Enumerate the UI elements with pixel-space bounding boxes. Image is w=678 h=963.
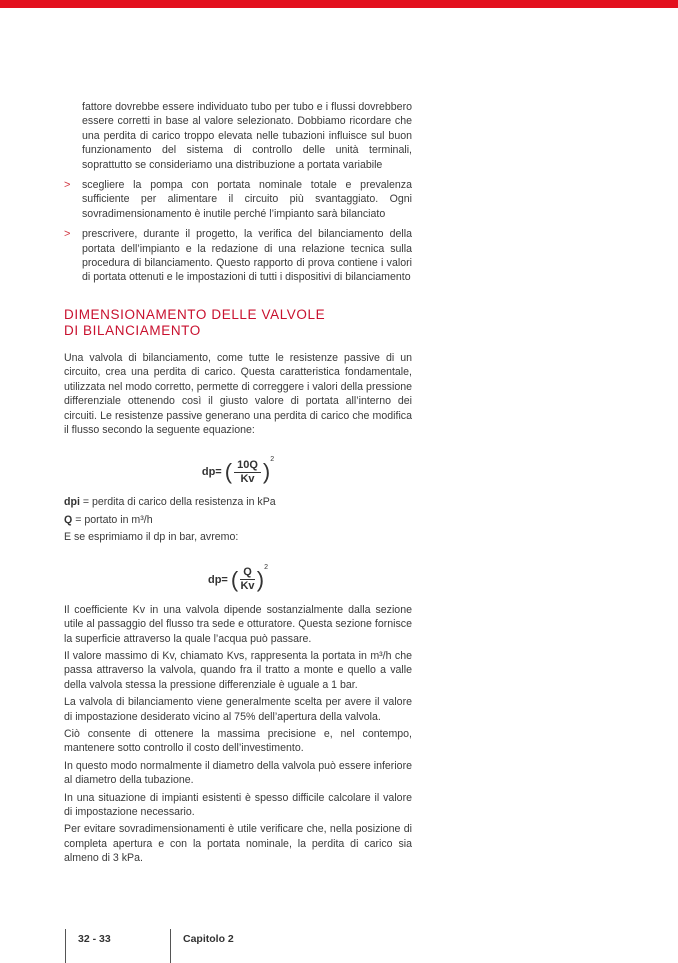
paragraph: La valvola di bilanciamento viene generalmente scelta per avere il valore di impostazione desiderato vicino al 75% dell’apertura della valvola. [64,696,412,723]
heading-line-2: DI BILANCIAMENTO [64,322,201,338]
eq-lhs: dp= [201,466,222,479]
eq-denominator: Kv [240,472,255,485]
paragraph: Il valore massimo di Kv, chiamato Kvs, rappresenta la portata in m³/h che passa attraverso la valvola, quando fra il tratto a monte e quello a valle della valvola stessa la pressione differenziale è uguale a 1 bar. [64,649,412,691]
paragraph: In questo modo normalmente il diametro della valvola può essere inferiore al diametro della tubazione. [64,759,412,787]
intro-continuation: fattore dovrebbe essere individuato tubo per tubo e i flussi dovrebbero essere corretti in base al valore selezionato. Dobbiamo ricordare che una perdita di carico troppo elevata nelle tubazioni influisce sul buon funzionamento del sistema di controllo delle unità terminali, soprattutto se consideriamo una distribuzione a portata variabile [82,101,412,171]
bullet-item: prescrivere, durante il progetto, la verifica del bilanciamento della portata dell’impianto e la redazione di una relazione tecnica sulla procedura di bilanciamento. Questo rapporto di prova contiene i valori di portata ottenuti e le impostazioni di tutti i dispositivi di bilanciamento [82,228,412,284]
eq-exponent: 2 [264,563,269,571]
footer-page-numbers: 32 - 33 [65,929,111,963]
def-term: dpi [64,496,80,509]
eq-numerator: Q [240,566,255,580]
paragraph: Ciò consente di ottenere la massima precisione e, nel contempo, mantenere sotto controllo il costo dell’investimento. [64,727,412,755]
equation-bar: dp= ( $\frac{Q}{Kv}$ )$^2$ [207,563,269,593]
eq-denominator: Kv [240,580,255,593]
bullet-marker-icon: > [64,228,71,241]
definition-q [64,513,412,527]
paragraph: Per evitare sovradimensionamenti è utile verificare che, nella posizione di completa apertura e con la portata nominale, la perdita di carico sia almeno di 3 kPa. [64,823,412,865]
bullet-row [64,178,412,221]
paragraph: Il coefficiente Kv in una valvola dipende sostanzialmente dalla sezione utile al passaggio del flusso tra sede e otturatore. Questa sezione fornisce la superficie attraverso la quale l’acqua può passare. [64,603,412,645]
eq-exponent: 2 [270,456,275,464]
bullet-row [64,227,412,285]
def-text: = portato in m³/h [72,513,153,526]
definition-dpi [64,495,412,509]
footer-chapter: Capitolo 2 [170,929,234,963]
bullet-marker-icon: > [64,179,71,192]
def-text: = perdita di carico della resistenza in kPa [79,496,276,509]
eq-numerator: 10Q [234,459,261,473]
heading-line-1: DIMENSIONAMENTO DELLE VALVOLE [64,306,326,322]
paragraph: In una situazione di impianti esistenti è spesso difficile calcolare il valore di impostazione necessario. [64,791,412,818]
section-heading [64,307,412,339]
equation-kpa: dp= ( $\frac{10Q}{Kv}$ )$^2$ [201,456,275,485]
bar-intro: E se esprimiamo il dp in bar, avremo: [64,531,239,544]
text-column [64,100,412,869]
def-term: Q [64,513,73,526]
bullet-item: scegliere la pompa con portata nominale totale e prevalenza sufficiente per alimentare il circuito più svantaggiato. Ogni sovradimensionamento è inutile perché l’impianto sarà bilanciato [82,179,412,220]
intro-paragraph: Una valvola di bilanciamento, come tutte le resistenze passive di un circuito, crea una perdita di carico. Questa caratteristica fondamentale, utilizzata nel modo corretto, permette di correggere i valori della pressione differenziale ottenendo così il giusto valore di portata all’interno dei circuiti. Le resistenze passive generano una perdita di carico che modifica il flusso secondo la seguente equazione: [64,351,412,436]
top-accent-bar [0,0,678,8]
eq-lhs: dp= [207,573,228,586]
